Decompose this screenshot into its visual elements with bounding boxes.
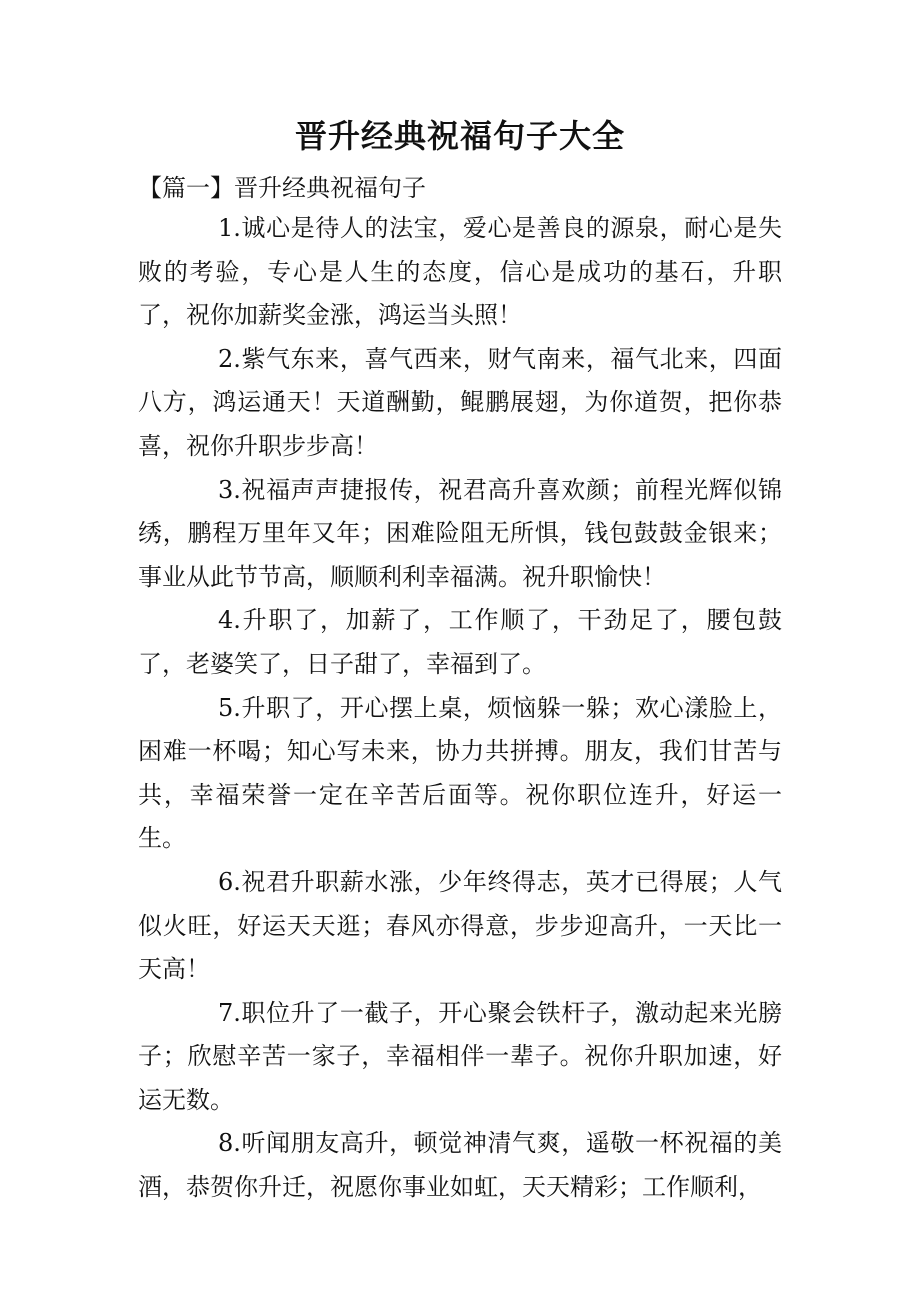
paragraph-3: 3.祝福声声捷报传，祝君高升喜欢颜；前程光辉似锦绣，鹏程万里年又年；困难险阻无所惧，钱包鼓鼓金银来；事业从此节节高，顺顺利利幸福满。祝升职愉快！ (138, 475, 782, 591)
paragraph-5: 5.升职了，开心摆上桌，烦恼躲一躲；欢心漾脸上，困难一杯喝；知心写未来，协力共拼搏。朋友，我们甘苦与共，幸福荣誉一定在辛苦后面等。祝你职位连升，好运一生。 (138, 693, 782, 853)
section-heading: 【篇一】晋升经典祝福句子 (138, 174, 426, 202)
paragraph-7: 7.职位升了一截子，开心聚会铁杆子，激动起来光膀子；欣慰辛苦一家子，幸福相伴一辈子。祝你升职加速，好运无数。 (138, 998, 782, 1114)
paragraph-6: 6.祝君升职薪水涨，少年终得志，英才已得展；人气似火旺，好运天天逛；春风亦得意，步步迎高升，一天比一天高！ (138, 867, 782, 984)
document-body (138, 207, 782, 1210)
paragraph-4: 4.升职了，加薪了，工作顺了，干劲足了，腰包鼓了，老婆笑了，日子甜了，幸福到了。 (138, 606, 782, 678)
paragraph-2: 2.紫气东来，喜气西来，财气南来，福气北来，四面八方，鸿运通天！天道酬勤，鲲鹏展翅，为你道贺，把你恭喜，祝你升职步步高！ (138, 344, 782, 460)
paragraph-1: 1.诚心是待人的法宝，爱心是善良的源泉，耐心是失败的考验，专心是人生的态度，信心是成功的基石，升职了，祝你加薪奖金涨，鸿运当头照！ (138, 214, 782, 330)
paragraph-8: 8.听闻朋友高升，顿觉神清气爽，遥敬一杯祝福的美酒，恭贺你升迁，祝愿你事业如虹，天天精彩；工作顺利， (138, 1129, 782, 1202)
document-title: 晋升经典祝福句子大全 (294, 117, 625, 155)
